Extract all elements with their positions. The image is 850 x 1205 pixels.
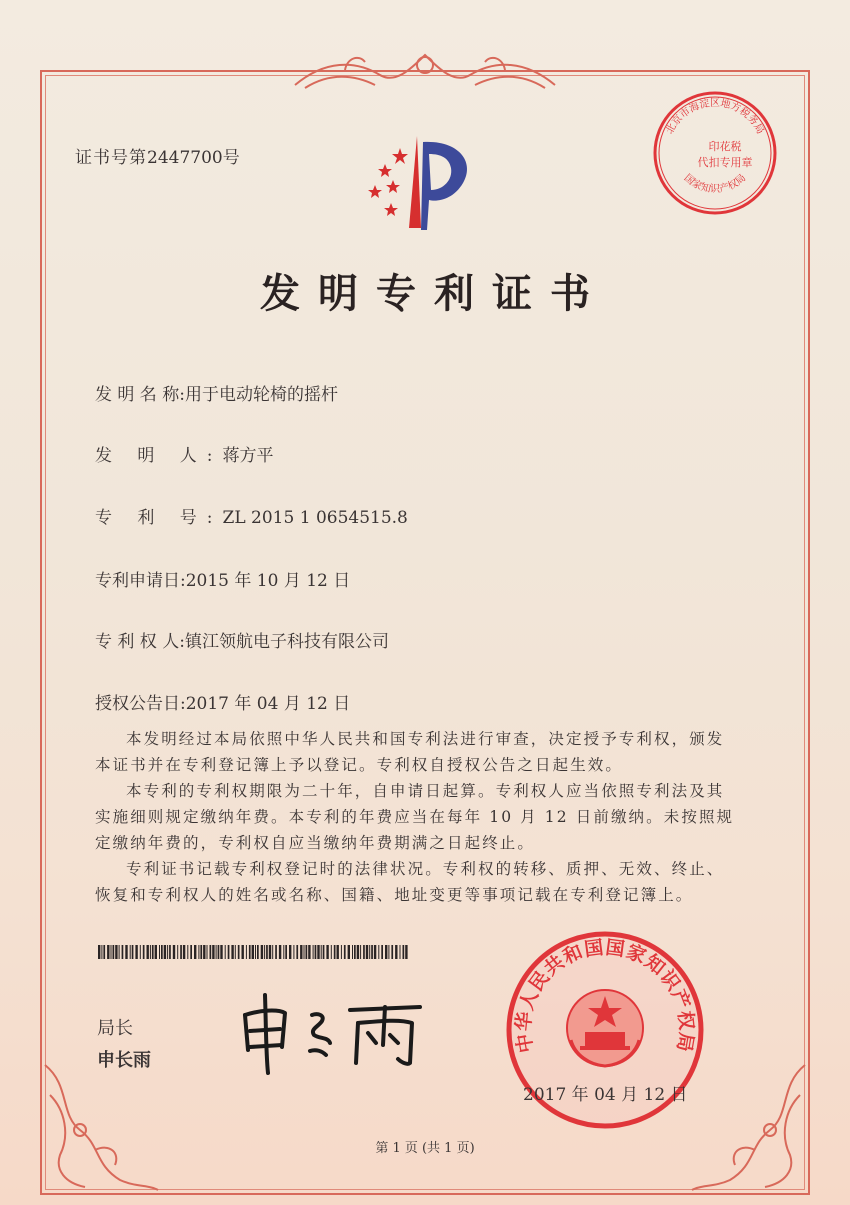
barcode-bar [348,945,350,959]
barcode-bar [111,945,112,959]
barcode-bar [337,945,339,959]
barcode-bar [363,945,365,959]
barcode-bar [354,945,356,959]
barcode-bar [203,945,205,959]
field-value: 用于电动轮椅的摇杆 [184,385,338,405]
barcode-bar [98,945,100,959]
barcode-bar [246,945,247,959]
issue-date: 2017 年 04 月 12 日 [523,1085,688,1105]
field-grant-date [95,689,350,714]
barcode-bar [187,945,188,959]
barcode-bar [388,945,389,959]
body-paragraph: 专利证书记载专利权登记时的法律状况。专利权的转移、质押、无效、终止、恢复和专利权人的姓名或名称、国籍、地址变更等事项记载在专利登记簿上。 [95,860,725,904]
field-value: 2017 年 04 月 12 日 [185,694,351,714]
barcode-bar [177,945,178,959]
barcode-bar [135,945,137,959]
barcode-bar [122,945,124,959]
barcode-bar [169,945,171,959]
barcode-bar [264,945,265,959]
signatory-name: 申长雨 [97,1050,151,1071]
corner-ornament-bottom-left [40,1055,160,1195]
barcode-bar [315,945,317,959]
certificate-number-value: 2447700 [147,148,223,168]
barcode [98,945,408,959]
field-label: 发 明 名 称: [95,385,185,405]
barcode-bar [308,945,310,959]
handwritten-signature [230,985,430,1075]
tax-stamp [650,88,780,218]
barcode-bar [155,945,157,959]
svg-text:北京市海淀区地方税务局 [664,96,767,136]
barcode-bar [231,945,233,959]
barcode-bar [360,945,361,959]
barcode-bar [391,945,393,959]
barcode-bar [225,945,226,959]
barcode-bar [235,945,236,959]
barcode-bar [194,945,196,959]
national-emblem-icon [567,990,643,1066]
barcode-bar [371,945,373,959]
official-seal-text: 中华人民共和国国家知识产权局 [512,936,698,1055]
barcode-bar [167,945,168,959]
certificate-number-suffix: 号 [222,148,241,168]
barcode-bar [252,945,254,959]
barcode-bar [331,945,332,959]
barcode-bar [173,945,175,959]
barcode-bar [381,945,383,959]
barcode-bar [190,945,192,959]
barcode-bar [200,945,202,959]
barcode-bar [403,945,405,959]
barcode-bar [296,945,298,959]
barcode-bar [218,945,220,959]
barcode-bar [115,945,117,959]
field-inventor [95,441,274,466]
barcode-bar [140,945,141,959]
barcode-bar [159,945,160,959]
barcode-bar [304,945,305,959]
barcode-bar [405,945,407,959]
barcode-bar [306,945,308,959]
barcode-bar [352,945,353,959]
barcode-bar [238,945,240,959]
barcode-bar [266,945,268,959]
barcode-bar [357,945,359,959]
barcode-bar [119,945,120,959]
field-label: 授权公告日: [95,694,186,714]
barcode-bar [313,945,314,959]
barcode-bar [326,945,328,959]
barcode-bar [395,945,397,959]
tax-stamp-line-2: 代扣专用章 [697,156,753,169]
barcode-bar [147,945,149,959]
barcode-bar [344,945,346,959]
barcode-bar [107,945,109,959]
barcode-bar [293,945,294,959]
barcode-bar [228,945,230,959]
barcode-bar [255,945,256,959]
corner-ornament-bottom-right [690,1055,810,1195]
barcode-bar [125,945,127,959]
tax-stamp-outer-text: 北京市海淀区地方税务局 [664,98,766,137]
barcode-bar [150,945,151,959]
barcode-bar [242,945,244,959]
signatory-title: 局长 [97,1018,133,1039]
barcode-bar [300,945,302,959]
field-label: 专利申请日: [95,571,186,591]
field-value: 镇江领航电子科技有限公司 [184,632,389,652]
barcode-bar [289,945,291,959]
field-patent-number [95,503,408,528]
barcode-bar [366,945,368,959]
barcode-bar [132,945,134,959]
barcode-bar [317,945,319,959]
field-invention-name [95,380,338,405]
barcode-bar [220,945,222,959]
patent-office-logo [345,128,485,233]
page-number: 第 1 页 (共 1 页) [375,1141,475,1156]
certificate-number [75,143,241,168]
field-value: 2015 年 10 月 12 日 [185,571,351,591]
barcode-bar [198,945,199,959]
field-label: 专 利 号: [95,508,223,528]
barcode-bar [323,945,325,959]
barcode-bar [207,945,208,959]
field-value: 蒋方平 [222,446,274,466]
svg-text:国家知识产权局 [682,172,749,195]
barcode-bar [183,945,185,959]
barcode-bar [103,945,105,959]
barcode-bar [180,945,182,959]
barcode-bar [385,945,387,959]
barcode-bar [272,945,273,959]
field-filing-date [95,566,350,591]
barcode-bar [143,945,145,959]
barcode-bar [378,945,379,959]
top-ornament [285,40,565,100]
field-value: ZL 2015 1 0654515.8 [222,508,408,528]
barcode-bar [216,945,217,959]
barcode-bar [400,945,401,959]
barcode-bar [210,945,212,959]
certificate-body [95,726,735,908]
certificate-title: 发明专利证书 [260,271,608,317]
barcode-bar [321,945,322,959]
barcode-bar [334,945,336,959]
field-patentee [95,627,389,652]
barcode-bar [269,945,271,959]
barcode-bar [369,945,370,959]
barcode-bar [249,945,251,959]
field-label: 发 明 人: [95,446,223,466]
tax-stamp-line-1: 印花税 [708,140,742,153]
certificate-number-prefix: 证书号第 [75,148,147,168]
barcode-bar [164,945,166,959]
barcode-bar [341,945,342,959]
barcode-bar [283,945,284,959]
body-paragraph: 本发明经过本局依照中华人民共和国专利法进行审查，决定授予专利权，颁发本证书并在专利登记簿上予以登记。专利权自授权公告之日起生效。 [95,730,725,774]
barcode-bar [257,945,259,959]
barcode-bar [374,945,376,959]
barcode-bar [261,945,263,959]
body-paragraph: 本专利的专利权期限为二十年，自申请日起算。专利权人应当依照专利法及其实施细则规定缴纳年费。本专利的年费应当在每年 10 月 12 日前缴纳。未按照规定缴纳年费的，专利权自应当缴纳年费期满之日起终止。 [95,782,735,852]
barcode-bar [101,945,102,959]
field-label: 专 利 权 人: [95,632,185,652]
barcode-bar [279,945,281,959]
barcode-bar [161,945,163,959]
barcode-bar [130,945,131,959]
barcode-bar [212,945,214,959]
barcode-bar [152,945,154,959]
barcode-bar [285,945,287,959]
barcode-bar [275,945,277,959]
barcode-bar [113,945,115,959]
tax-stamp-bottom-text: 国家知识产权局 [681,172,749,196]
